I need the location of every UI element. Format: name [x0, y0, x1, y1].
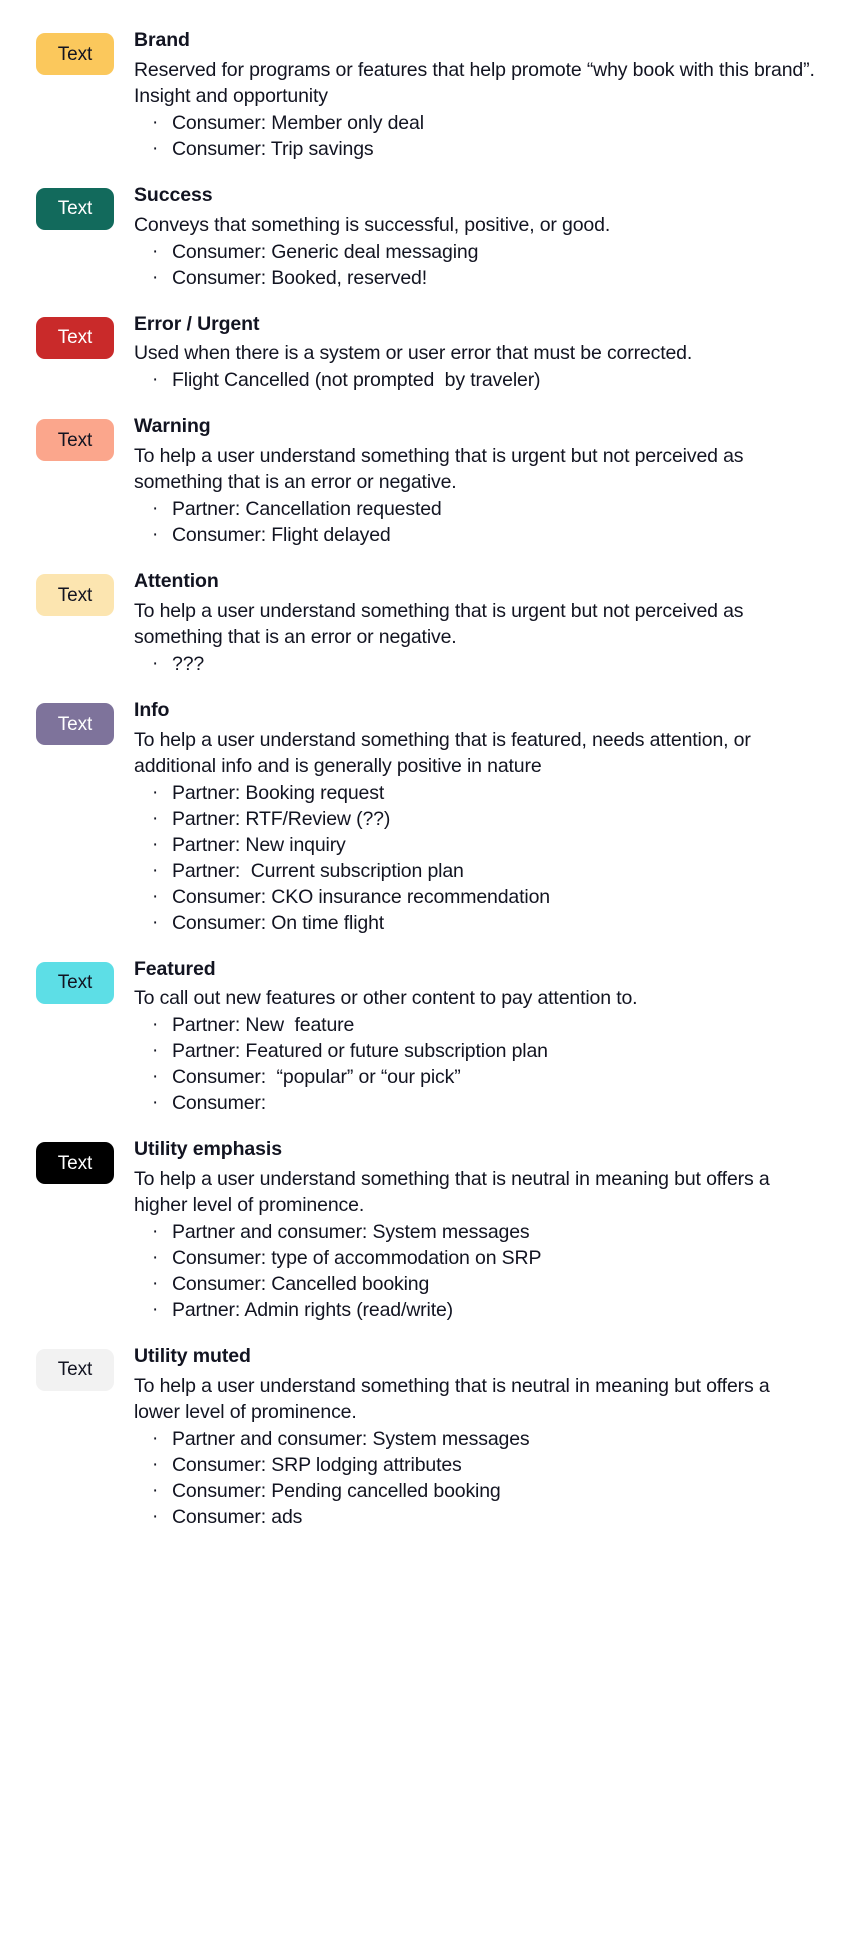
badge-swatch-column	[20, 698, 130, 745]
list-item-label: Consumer: “popular” or “our pick”	[172, 1066, 461, 1089]
bullet-dot-icon: ·	[152, 524, 159, 546]
bullet-dot-icon: ·	[152, 1505, 159, 1527]
list-item	[152, 137, 820, 163]
list-item-label: Consumer: Flight delayed	[172, 524, 391, 547]
list-item-label: Consumer: Booked, reserved!	[172, 266, 427, 289]
list-item-label: Partner: New inquiry	[172, 833, 346, 856]
list-item	[152, 833, 820, 859]
bullet-dot-icon: ·	[152, 369, 159, 391]
badge-swatch-utility-emphasis[interactable]: Text	[36, 1142, 114, 1184]
bullet-dot-icon: ·	[152, 807, 159, 829]
badge-description-column	[130, 1137, 830, 1324]
badge-usage-description: Used when there is a system or user error that must be corrected.	[134, 342, 693, 365]
bullet-dot-icon: ·	[152, 1040, 159, 1062]
bullet-dot-icon: ·	[152, 1092, 159, 1114]
badge-swatch-warning[interactable]: Text	[36, 419, 114, 461]
bullet-dot-icon: ·	[152, 911, 159, 933]
list-item	[152, 1479, 820, 1505]
badge-usage-description: To help a user understand something that is urgent but not perceived as something that is an error or negative.	[134, 445, 744, 494]
badge-section-success	[20, 183, 830, 292]
list-item	[152, 781, 820, 807]
badge-section-warning	[20, 414, 830, 549]
badge-description-column	[130, 957, 830, 1118]
badge-swatch-column	[20, 414, 130, 461]
list-item-label: Consumer:	[172, 1092, 267, 1115]
list-item-label: Partner: Cancellation requested	[172, 498, 442, 521]
badge-title-utility-muted: Utility muted	[134, 1344, 251, 1367]
section-list	[20, 28, 830, 1530]
badge-title-success: Success	[134, 183, 213, 206]
bullet-dot-icon: ·	[152, 782, 159, 804]
badge-section-utility-emphasis	[20, 1137, 830, 1324]
badge-swatch-info[interactable]: Text	[36, 703, 114, 745]
list-item	[152, 652, 820, 678]
badge-description-column	[130, 698, 830, 937]
list-item-label: Consumer: type of accommodation on SRP	[172, 1247, 542, 1270]
list-item-label: Consumer: Trip savings	[172, 137, 374, 160]
bullet-dot-icon: ·	[152, 1427, 159, 1449]
badge-swatch-featured[interactable]: Text	[36, 962, 114, 1004]
badge-examples-list	[134, 1013, 820, 1117]
list-item	[152, 859, 820, 885]
list-item-label: Partner: Current subscription plan	[172, 859, 464, 882]
bullet-dot-icon: ·	[152, 1014, 159, 1036]
badge-swatch-column	[20, 312, 130, 359]
badge-usage-description: To help a user understand something that is urgent but not perceived as something that is an error or negative.	[134, 599, 744, 648]
list-item	[152, 1039, 820, 1065]
list-item-label: Consumer: CKO insurance recommendation	[172, 885, 550, 908]
badge-swatch-column	[20, 1137, 130, 1184]
list-item	[152, 1298, 820, 1324]
badge-swatch-utility-muted[interactable]: Text	[36, 1349, 114, 1391]
badge-section-info	[20, 698, 830, 937]
bullet-dot-icon: ·	[152, 137, 159, 159]
bullet-dot-icon: ·	[152, 1221, 159, 1243]
badge-swatch-success[interactable]: Text	[36, 188, 114, 230]
badge-usage-description: To help a user understand something that is neutral in meaning but offers a lower level of prominence.	[134, 1374, 770, 1423]
list-item-label: ???	[172, 653, 205, 676]
badge-title-utility-emphasis: Utility emphasis	[134, 1138, 282, 1161]
bullet-dot-icon: ·	[152, 240, 159, 262]
list-item-label: Partner and consumer: System messages	[172, 1221, 530, 1244]
list-item-label: Consumer: ads	[172, 1505, 303, 1528]
badge-usage-description: To call out new features or other content to pay attention to.	[134, 987, 638, 1010]
badge-swatch-column	[20, 569, 130, 616]
list-item-label: Consumer: Cancelled booking	[172, 1272, 430, 1295]
badge-examples-list	[134, 1220, 820, 1324]
badge-swatch-brand[interactable]: Text	[36, 33, 114, 75]
badge-description-column	[130, 312, 830, 395]
badge-title-warning: Warning	[134, 415, 211, 438]
badge-section-attention	[20, 569, 830, 678]
list-item	[152, 1505, 820, 1531]
badge-examples-list	[134, 781, 820, 937]
list-item	[152, 1427, 820, 1453]
list-item-label: Flight Cancelled (not prompted by traveler)	[172, 369, 541, 392]
list-item-label: Partner: Booking request	[172, 782, 385, 805]
bullet-dot-icon: ·	[152, 1298, 159, 1320]
badge-description-column	[130, 1344, 830, 1531]
list-item	[152, 885, 820, 911]
badge-description-column	[130, 414, 830, 549]
list-item	[152, 523, 820, 549]
bullet-dot-icon: ·	[152, 1066, 159, 1088]
badge-title-attention: Attention	[134, 570, 219, 593]
list-item-label: Partner: Admin rights (read/write)	[172, 1298, 454, 1321]
badge-section-error-urgent	[20, 312, 830, 395]
badge-swatch-column	[20, 1344, 130, 1391]
bullet-dot-icon: ·	[152, 833, 159, 855]
badge-usage-description: Reserved for programs or features that help promote “why book with this brand”. Insight and opportunity	[134, 58, 815, 107]
list-item	[152, 1065, 820, 1091]
list-item	[152, 1220, 820, 1246]
list-item	[152, 1453, 820, 1479]
list-item	[152, 911, 820, 937]
bullet-dot-icon: ·	[152, 1453, 159, 1475]
bullet-dot-icon: ·	[152, 1247, 159, 1269]
list-item	[152, 368, 820, 394]
list-item-label: Partner: New feature	[172, 1014, 355, 1037]
list-item	[152, 111, 820, 137]
list-item-label: Consumer: Generic deal messaging	[172, 240, 479, 263]
badge-title-brand: Brand	[134, 29, 190, 51]
bullet-dot-icon: ·	[152, 498, 159, 520]
badge-examples-list	[134, 1427, 820, 1531]
badge-usage-description: To help a user understand something that is featured, needs attention, or additional info and is generally positive in nature	[134, 728, 751, 777]
badge-title-info: Info	[134, 699, 170, 722]
badge-examples-list	[134, 111, 820, 163]
badge-section-featured	[20, 957, 830, 1118]
badge-title-featured: Featured	[134, 957, 216, 980]
list-item	[152, 266, 820, 292]
badge-section-brand	[20, 28, 830, 163]
badge-swatch-column	[20, 28, 130, 75]
badge-swatch-attention[interactable]: Text	[36, 574, 114, 616]
list-item	[152, 1013, 820, 1039]
badge-examples-list	[134, 497, 820, 549]
list-item	[152, 1272, 820, 1298]
badge-usage-description: Conveys that something is successful, positive, or good.	[134, 213, 611, 236]
list-item-label: Consumer: SRP lodging attributes	[172, 1453, 462, 1476]
badge-title-error-urgent: Error / Urgent	[134, 312, 260, 335]
badge-examples-list	[134, 652, 820, 678]
bullet-dot-icon: ·	[152, 1272, 159, 1294]
bullet-dot-icon: ·	[152, 1479, 159, 1501]
list-item	[152, 240, 820, 266]
list-item	[152, 1091, 820, 1117]
list-item	[152, 807, 820, 833]
badge-examples-list	[134, 240, 820, 292]
list-item-label: Consumer: Pending cancelled booking	[172, 1479, 501, 1502]
bullet-dot-icon: ·	[152, 885, 159, 907]
bullet-dot-icon: ·	[152, 859, 159, 881]
badge-usage-description: To help a user understand something that is neutral in meaning but offers a higher level of prominence.	[134, 1167, 770, 1216]
list-item-label: Partner and consumer: System messages	[172, 1427, 530, 1450]
badge-swatch-column	[20, 957, 130, 1004]
bullet-dot-icon: ·	[152, 111, 159, 133]
list-item-label: Partner: RTF/Review (??)	[172, 807, 391, 830]
bullet-dot-icon: ·	[152, 266, 159, 288]
badge-examples-list	[134, 368, 820, 394]
badge-description-column	[130, 28, 830, 163]
list-item-label: Consumer: Member only deal	[172, 111, 424, 134]
badge-swatch-column	[20, 183, 130, 230]
list-item	[152, 1246, 820, 1272]
bullet-dot-icon: ·	[152, 653, 159, 675]
badge-section-utility-muted	[20, 1344, 830, 1531]
badge-swatch-error-urgent[interactable]: Text	[36, 317, 114, 359]
list-item-label: Partner: Featured or future subscription plan	[172, 1040, 548, 1063]
list-item	[152, 497, 820, 523]
badge-description-column	[130, 569, 830, 678]
list-item-label: Consumer: On time flight	[172, 911, 385, 934]
badge-description-column	[130, 183, 830, 292]
